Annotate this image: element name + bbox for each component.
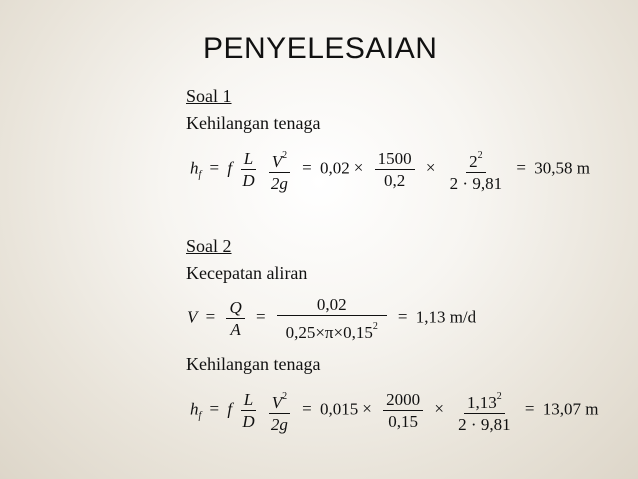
soal-2-velocity-label: Kecepatan aliran [186,263,308,283]
eq1-lhs-sub: f [198,169,202,181]
eq1-coef: 0,02 [319,158,350,178]
eq2-f: f [227,399,233,419]
eq1-result: 30,58 m [534,158,590,178]
eq1-frac-1: $\frac{1500}{0,2}$ [375,148,415,191]
eq1-frac-L-D: $\frac{L}{D}$ [242,149,255,190]
eq1-frac-V2-2g: $\frac{V^2}{2g}$ [268,145,291,194]
eq-v-frac-values: $\frac{0,02}{0,25\times\pi\times 0,15^2}$ [277,294,387,343]
eq2-frac-L-D: $\frac{L}{D}$ [242,390,255,431]
eq1-lhs: h [190,158,199,178]
soal-2-heading: Soal 2 [186,236,232,256]
velocity-equation: V = $\frac{Q}{A}$ = $\frac{0,02}{0,25\times\pi\times 0,15^2}$ = 1,13 m/d [187,295,477,342]
eq1-f: f [227,158,233,178]
eq2-coef: 0,015 [319,399,359,419]
soal-1-label: Kehilangan tenaga [186,113,321,133]
eq2-frac-2: $\frac{1,13^2}{2 \cdot 9,81}$ [455,386,513,435]
eq2-frac-V2-2g: $\frac{V^2}{2g}$ [268,386,291,435]
eq2-lhs-sub: f [198,410,202,422]
eq-v-result: 1,13 m/d [415,307,477,327]
eq1-frac-2: $\frac{2^2}{2 \cdot 9,81}$ [447,145,505,194]
soal-2-headloss-label: Kehilangan tenaga [186,354,321,374]
eq2-result: 13,07 m [542,399,599,419]
head-loss-equation-1: $h_f = f$ $\frac{L}{D}$ $\frac{V^2}{2g}$ = 0,02 × $\frac{1500}{0,2}$ × $\frac{2^2}{2 \cdot 9,81}$ = 30,58 m [190,145,590,194]
head-loss-equation-2: $h_f = f$ $\frac{L}{D}$ $\frac{V^2}{2g}$ = 0,015 × $\frac{2000}{0,15}$ × $\frac{1,13^2}{2 \cdot 9,81}$ = 13,07 m [190,386,598,435]
eq2-frac-1: $\frac{2000}{0,15}$ [383,389,423,432]
eq2-lhs: h [190,399,199,419]
slide-title: PENYELESAIAN [203,32,438,65]
eq-v-lhs: V [187,307,198,327]
soal-1-heading: Soal 1 [186,86,232,106]
eq-v-frac-Q-A: $\frac{Q}{A}$ [226,297,244,340]
